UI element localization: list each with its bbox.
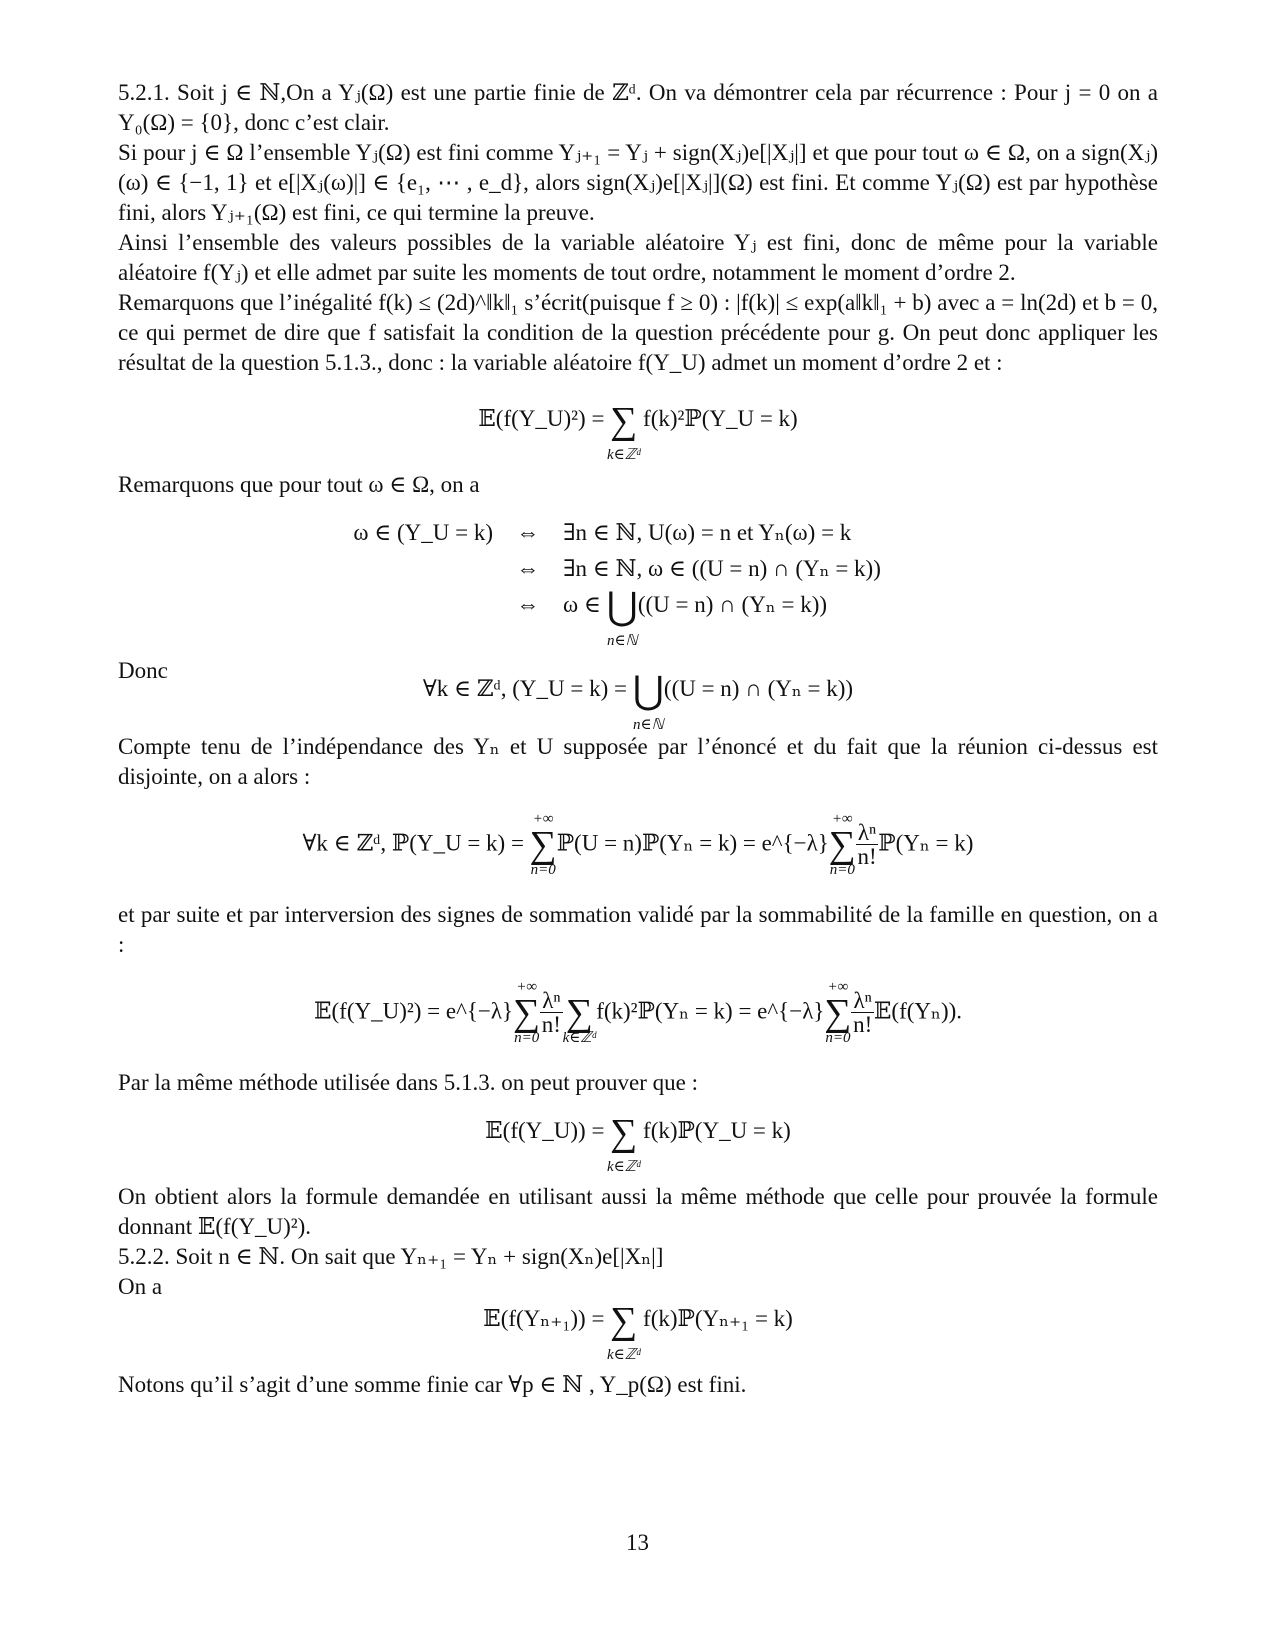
eq1-sum bbox=[606, 400, 641, 463]
paragraph-induction: Si pour j ∈ Ω l’ensemble Yⱼ(Ω) est fini comme Yⱼ₊₁ = Yⱼ + sign(Xⱼ)e[|Xⱼ|] et que pour tout ω ∈ Ω, on a sign(Xⱼ)(ω) ∈ {−1, 1} et e[|Xⱼ(ω)|] ∈ {e₁, ⋯ , e_d}, alors sign(Xⱼ)e[|Xⱼ|](Ω) est fini. Et comme Yⱼ(Ω) est par hypothèse fini, alors Yⱼ₊₁(Ω) est fini, ce qui termine la preuve. bbox=[118, 140, 1158, 225]
donc-block bbox=[118, 656, 1158, 733]
eq2-line-3a: ω ∈ bbox=[563, 592, 607, 617]
eq1-sum-index: k∈ℤᵈ bbox=[606, 447, 641, 463]
eq2-line-3b: ((U = n) ∩ (Yₙ = k)) bbox=[637, 592, 828, 617]
paragraph-formula-obtained: On obtient alors la formule demandée en utilisant aussi la même méthode que celle pour prouvée la formule donnant 𝔼(f(Y_U)²). bbox=[118, 1184, 1158, 1239]
eq4-sum-2: +∞ ∑ n=0 bbox=[828, 811, 856, 878]
eq5-lhs: 𝔼(f(Y_U)²) = e^{−λ} bbox=[313, 998, 514, 1024]
eq5-sum-1: +∞ ∑ n=0 bbox=[513, 979, 541, 1046]
eq3-union bbox=[632, 670, 664, 733]
eq5-sum-k: ∑ k∈ℤᵈ bbox=[562, 992, 597, 1046]
document-body bbox=[118, 78, 1158, 1400]
eq2-rel-1: ⇔ bbox=[516, 520, 540, 545]
eq2-line-2: ∃n ∈ ℕ, ω ∈ ((U = n) ∩ (Yₙ = k)) bbox=[563, 556, 881, 581]
paragraph-5-2-2: 5.2.2. Soit n ∈ ℕ. On sait que Yₙ₊₁ = Yₙ + sign(Xₙ)e[|Xₙ|] bbox=[118, 1244, 664, 1269]
equation-probability-series bbox=[118, 812, 1158, 878]
union-symbol: ⋃ bbox=[632, 670, 664, 712]
paragraph-finite-values: Ainsi l’ensemble des valeurs possibles de la variable aléatoire Yⱼ est fini, donc de même pour la variable aléatoire f(Yⱼ) et elle admet par suite les moments de tout ordre, notamment le moment d’ordre 2. bbox=[118, 230, 1158, 285]
eq2-union bbox=[606, 586, 638, 649]
paragraph-independence: Compte tenu de l’indépendance des Yₙ et U supposée par l’énoncé et du fait que la réunion ci-dessus est disjointe, on a alors : bbox=[118, 734, 1158, 789]
eq4-sum-1: +∞ ∑ n=0 bbox=[529, 811, 557, 878]
eq5-mid: f(k)²ℙ(Yₙ = k) = e^{−λ} bbox=[596, 998, 825, 1024]
equation-expectation-series bbox=[118, 980, 1158, 1046]
equation-equivalences bbox=[338, 518, 1158, 649]
paragraph-5-2-1: 5.2.1. Soit j ∈ ℕ,On a Yⱼ(Ω) est une partie finie de ℤᵈ. On va démontrer cela par récurrence : Pour j = 0 on a Y₀(Ω) = {0}, donc c’est clair. bbox=[118, 80, 1158, 135]
paragraph-donc: Donc bbox=[118, 658, 168, 683]
eq7-sum: ∑ k∈ℤᵈ bbox=[606, 1300, 641, 1363]
equation-expectation bbox=[118, 1112, 1158, 1175]
eq4-mid: ℙ(U = n)ℙ(Yₙ = k) = e^{−λ} bbox=[556, 830, 829, 856]
equation-expectation-next bbox=[118, 1300, 1158, 1363]
equation-expectation-square bbox=[118, 400, 1158, 463]
eq4-rhs: ℙ(Yₙ = k) bbox=[878, 830, 974, 856]
eq1-lhs: 𝔼(f(Y_U)²) = bbox=[478, 406, 611, 431]
eq5-fraction-2: $\frac{\text{λⁿ}}{n!}$ bbox=[853, 987, 873, 1037]
eq4-fraction: $\frac{\text{λⁿ}}{n!}$ bbox=[857, 819, 877, 869]
eq2-rel-3: ⇔ bbox=[516, 592, 540, 617]
eq3-rhs: ((U = n) ∩ (Yₙ = k)) bbox=[663, 676, 854, 701]
eq4-lhs: ∀k ∈ ℤᵈ, ℙ(Y_U = k) = bbox=[302, 830, 530, 856]
paragraph-same-method: Par la même méthode utilisée dans 5.1.3. on peut prouver que : bbox=[118, 1070, 698, 1095]
eq7-lhs: 𝔼(f(Yₙ₊₁)) = bbox=[483, 1306, 611, 1331]
eq6-rhs: f(k)ℙ(Y_U = k) bbox=[637, 1118, 791, 1143]
paragraph-remark-omega: Remarquons que pour tout ω ∈ Ω, on a bbox=[118, 472, 480, 497]
eq2-lhs: ω ∈ (Y_U = k) bbox=[353, 520, 493, 545]
sum-symbol: ∑ bbox=[610, 400, 638, 442]
union-symbol: ⋃ bbox=[606, 586, 638, 628]
eq2-union-index: n∈ℕ bbox=[606, 633, 638, 649]
paragraph-finite-sum: Notons qu’il s’agit d’une somme finie car ∀p ∈ ℕ , Y_p(Ω) est fini. bbox=[118, 1372, 747, 1397]
eq7-rhs: f(k)ℙ(Yₙ₊₁ = k) bbox=[637, 1306, 793, 1331]
paragraph-interversion: et par suite et par interversion des signes de sommation validé par la sommabilité de la famille en question, on a : bbox=[118, 902, 1158, 957]
page-number: 13 bbox=[626, 1530, 649, 1555]
eq5-fraction-1: $\frac{\text{λⁿ}}{n!}$ bbox=[541, 987, 561, 1037]
paragraph-inequality: Remarquons que l’inégalité f(k) ≤ (2d)^‖k‖₁ s’écrit(puisque f ≥ 0) : |f(k)| ≤ exp(a‖k‖₁ + b) avec a = ln(2d) et b = 0, ce qui permet de dire que f satisfait la condition de la question précédente pour g. On peut donc appliquer les résultat de la question 5.1.3., donc : la variable aléatoire f(Y_U) admet un moment d’ordre 2 et : bbox=[118, 290, 1158, 375]
eq2-rel-2: ⇔ bbox=[516, 556, 540, 581]
eq3-lhs: ∀k ∈ ℤᵈ, (Y_U = k) = bbox=[422, 676, 633, 701]
eq3-union-index: n∈ℕ bbox=[633, 717, 664, 733]
paragraph-on-a: On a bbox=[118, 1274, 163, 1299]
eq2-line-1: ∃n ∈ ℕ, U(ω) = n et Yₙ(ω) = k bbox=[563, 520, 852, 545]
eq6-lhs: 𝔼(f(Y_U)) = bbox=[485, 1118, 611, 1143]
eq6-sum: ∑ k∈ℤᵈ bbox=[606, 1112, 641, 1175]
eq1-rhs: f(k)²ℙ(Y_U = k) bbox=[637, 406, 798, 431]
eq5-sum-2: +∞ ∑ n=0 bbox=[824, 979, 852, 1046]
eq5-rhs: 𝔼(f(Yₙ)). bbox=[873, 998, 963, 1024]
